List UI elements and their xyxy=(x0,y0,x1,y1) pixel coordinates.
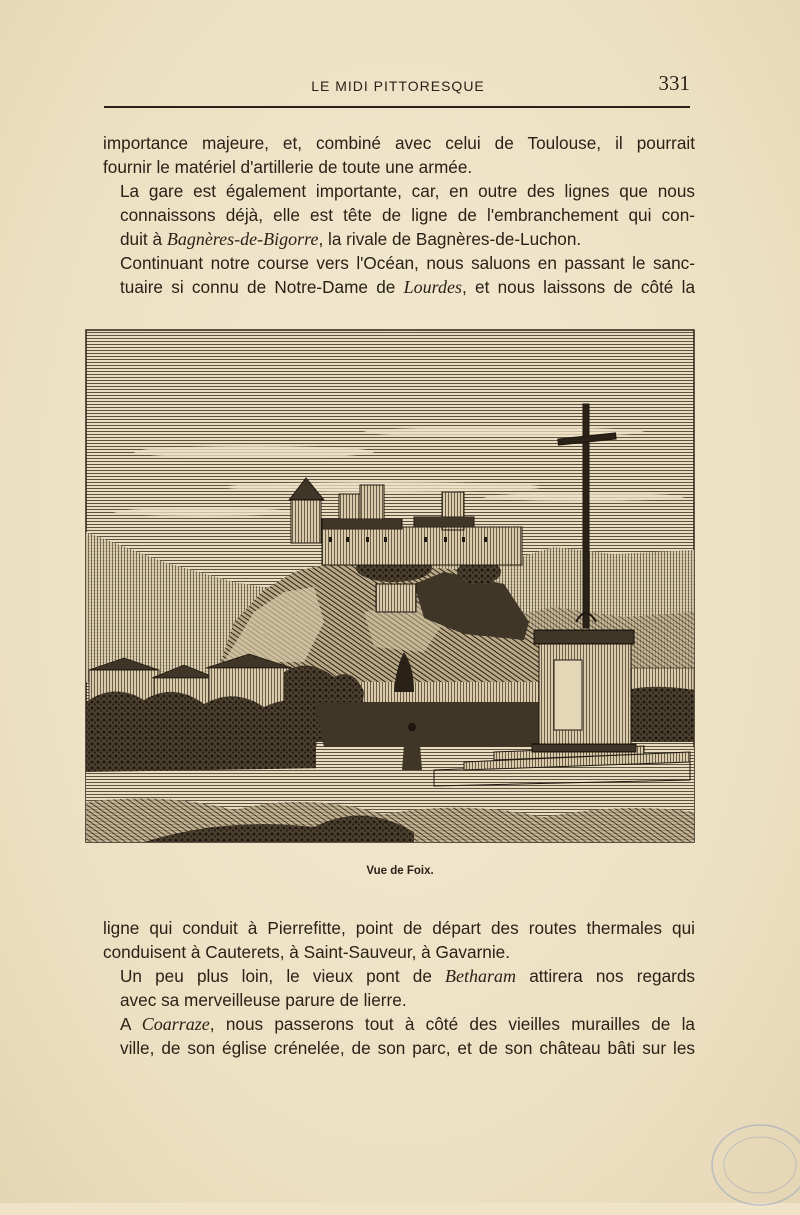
paragraph xyxy=(103,964,695,1012)
text-line: importance majeure, et, combiné avec celui de Toulouse, il pourrait xyxy=(103,133,695,153)
text-line: La gare est également importante, car, en outre des lignes que nous xyxy=(120,181,695,201)
text-line: connaissons déjà, elle est tête de ligne de l'embranchement qui con- xyxy=(120,205,695,225)
text-line: A Coarraze, nous passerons tout à côté des vieilles murailles de la xyxy=(120,1014,695,1034)
paragraph xyxy=(103,179,695,251)
paragraph xyxy=(103,916,695,964)
engraving-vue-de-foix xyxy=(84,322,696,844)
header-rule xyxy=(104,106,690,108)
text-line: duit à Bagnères-de-Bigorre, la rivale de Bagnères-de-Luchon. xyxy=(120,229,582,249)
text-line: ville, de son église crénelée, de son parc, et de son château bâti sur les xyxy=(120,1038,695,1058)
text-line: fournir le matériel d'artillerie de toute une armée. xyxy=(103,157,473,177)
text-line: Continuant notre course vers l'Océan, nous saluons en passant le sanc- xyxy=(120,253,695,273)
running-head xyxy=(104,70,692,104)
text-line: ligne qui conduit à Pierrefitte, point de départ des routes thermales qui xyxy=(103,918,695,938)
paragraph xyxy=(103,131,695,179)
paragraph xyxy=(103,251,695,299)
paragraph xyxy=(103,1012,695,1060)
text-line: Un peu plus loin, le vieux pont de Betharam attirera nos regards xyxy=(120,966,695,986)
place-name: Bagnères-de-Bigorre xyxy=(166,229,319,249)
place-name: Betharam xyxy=(445,966,517,986)
library-stamp xyxy=(700,1110,800,1210)
place-name: Coarraze xyxy=(141,1014,210,1034)
text-line: conduisent à Cauterets, à Saint-Sauveur, à Gavarnie. xyxy=(103,942,511,962)
text-line: avec sa merveilleuse parure de lierre. xyxy=(120,990,407,1010)
body-text-top xyxy=(103,131,695,299)
text-line: tuaire si connu de Notre-Dame de Lourdes, et nous laissons de côté la xyxy=(120,277,695,297)
figure-caption: Vue de Foix. xyxy=(366,865,434,877)
page-number: 331 xyxy=(658,71,690,95)
place-name: Lourdes xyxy=(403,277,462,297)
body-text-bottom xyxy=(103,916,695,1060)
running-title: LE MIDI PITTORESQUE xyxy=(311,78,485,94)
